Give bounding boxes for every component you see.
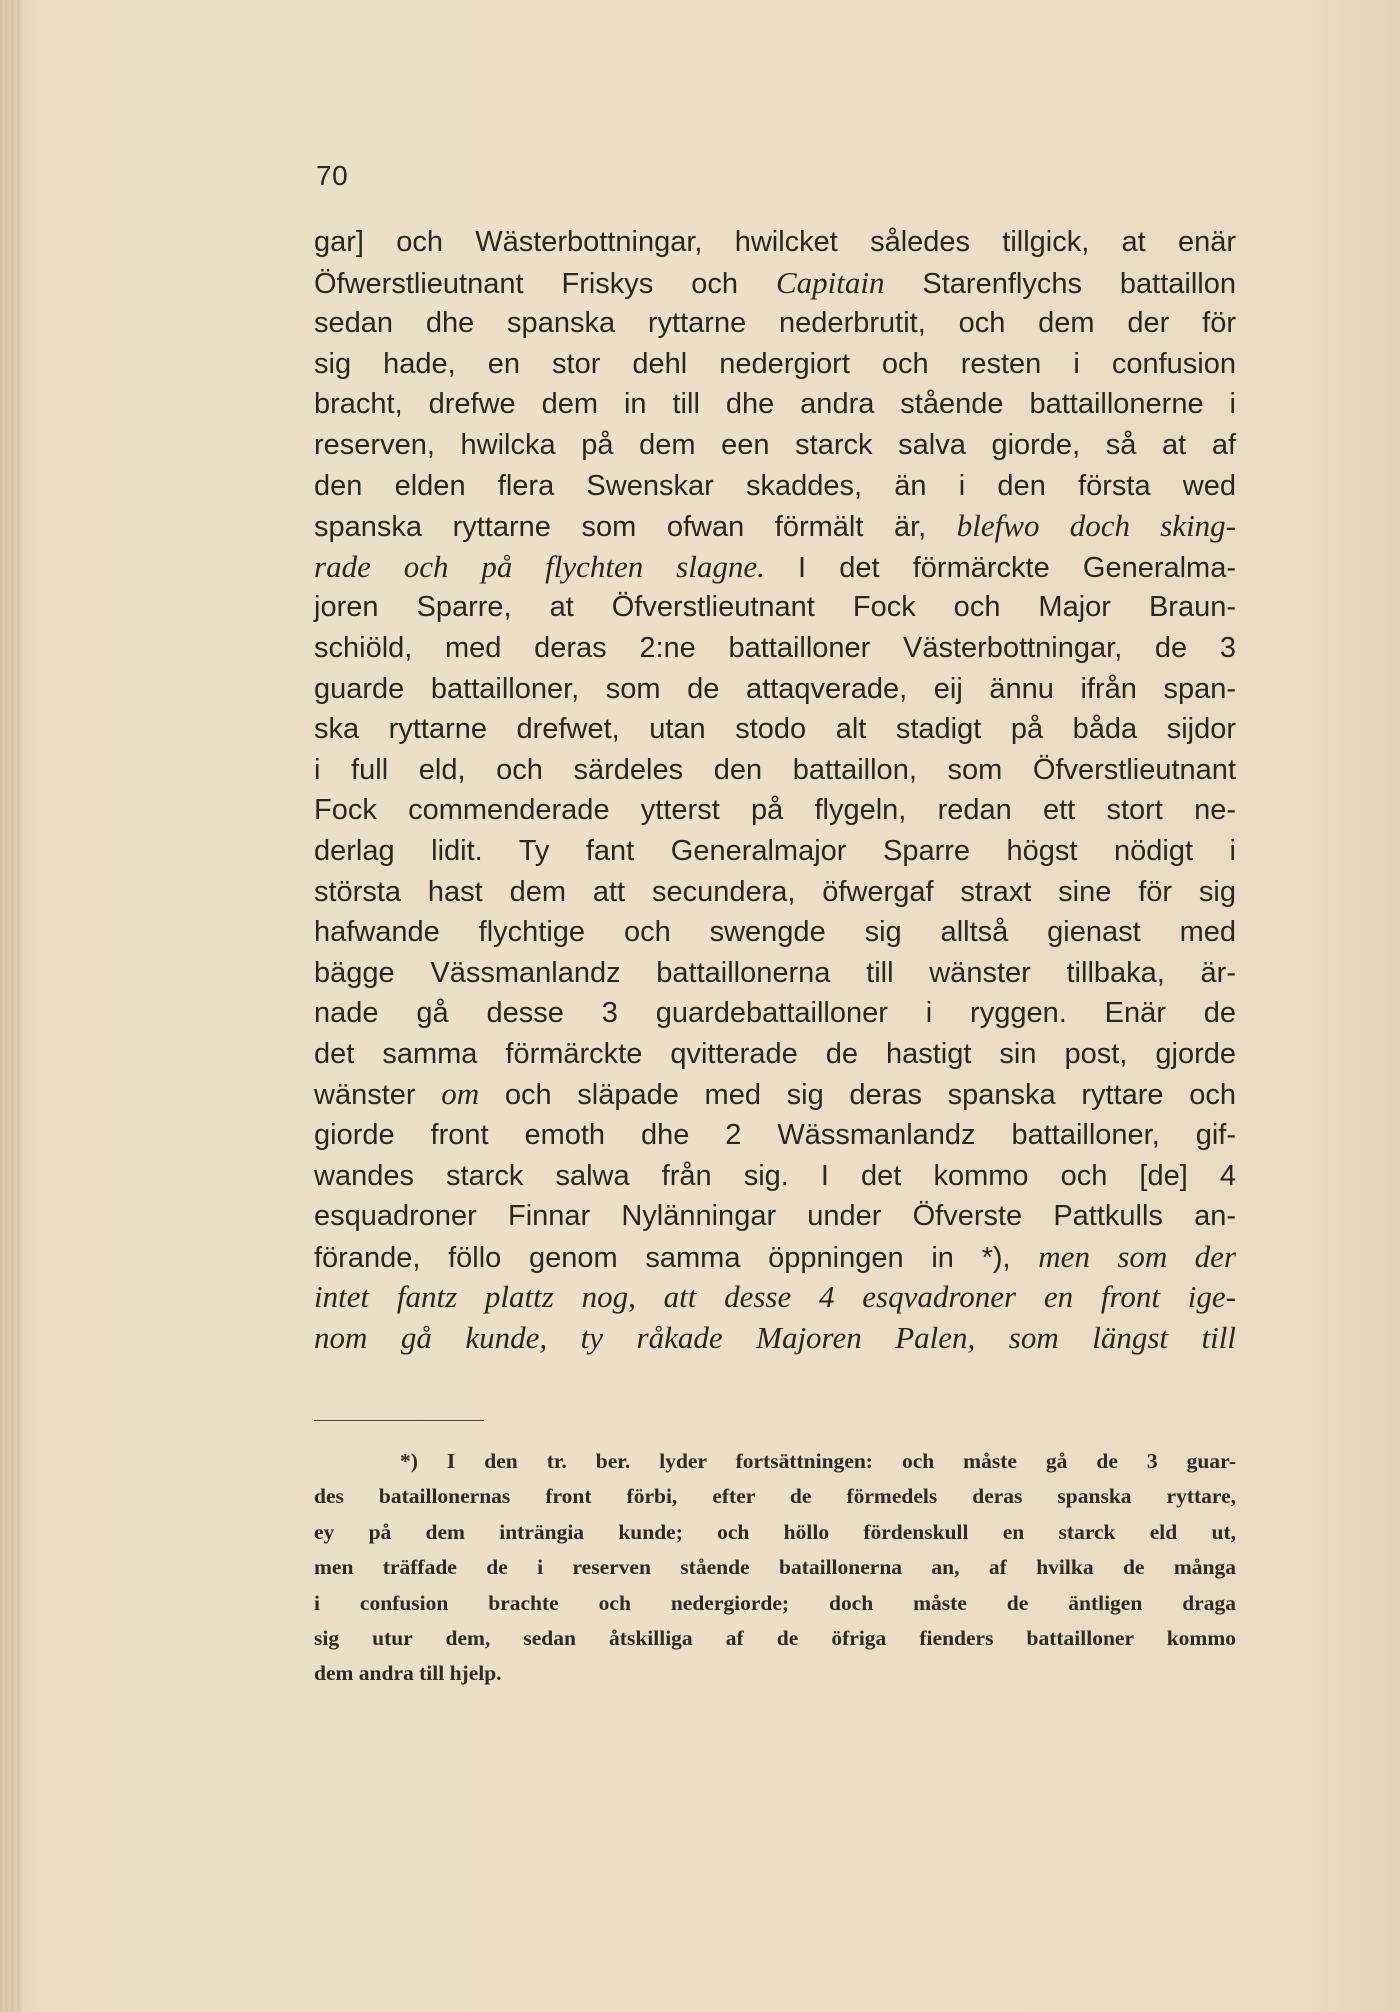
body-text-italic-run: nom gå kunde, ty råkade Majoren Palen, som längst till: [314, 1320, 1236, 1356]
body-text-line: [314, 506, 1236, 547]
body-text-line: [314, 222, 1236, 263]
footnote-text-line: i confusion brachte och nedergiorde; doch måste de äntligen draga: [314, 1590, 1236, 1615]
body-text-line: [314, 1074, 1236, 1115]
body-text-line: [314, 872, 1236, 913]
footnote-text-line: sig utur dem, sedan åtskilliga af de öfriga fienders battailloner kommo: [314, 1625, 1236, 1650]
footnote-text-line: dem andra till hjelp.: [314, 1661, 502, 1686]
body-text-run: bägge Vässmanlandz battaillonerna till wänster tillbaka, är-: [314, 956, 1236, 989]
footnote-block: [314, 1444, 1236, 1692]
body-text-line: [314, 669, 1236, 710]
body-text-run: spanska ryttarne som ofwan förmält är,: [314, 511, 957, 544]
body-text-line: [314, 790, 1236, 831]
body-text-run: wandes starck salwa från sig. I det kommo och [de] 4: [314, 1159, 1236, 1192]
body-text-line: [314, 425, 1236, 466]
body-text-italic-run: intet fantz plattz nog, att desse 4 esqvadroner en front ige-: [314, 1279, 1236, 1315]
body-text-italic-run: Capitain: [775, 264, 885, 300]
body-text-run: bracht, drefwe dem in till dhe andra stående battaillonerne i: [314, 388, 1236, 421]
body-text-line: [314, 547, 1236, 588]
body-text-line: [314, 1237, 1236, 1278]
footnote-separator-rule: [314, 1420, 484, 1421]
body-text-run: Starenflychs battaillon: [884, 267, 1236, 300]
body-text-line: [314, 1115, 1236, 1156]
body-text-line: [314, 628, 1236, 669]
body-text-italic-run: om: [441, 1076, 480, 1112]
body-text-run: esquadroner Finnar Nylänningar under Öfverste Pattkulls an-: [314, 1200, 1236, 1233]
body-text-line: [314, 344, 1236, 385]
page-gutter-edge: [0, 0, 22, 2012]
footnote-text-line: men träffade de i reserven stående bataillonerna an, af hvilka de många: [314, 1555, 1236, 1580]
body-text-run: giorde front emoth dhe 2 Wässmanlandz battailloner, gif-: [314, 1119, 1236, 1152]
body-text-run: guarde battailloner, som de attaqverade, eij ännu ifrån span-: [314, 672, 1236, 705]
body-text-run: den elden flera Swenskar skaddes, än i den första wed: [314, 469, 1236, 502]
body-text-run: I det förmärckte Generalma-: [764, 551, 1237, 584]
body-text-line: [314, 263, 1236, 304]
body-text-run: största hast dem att secundera, öfwergaf straxt sine för sig: [314, 875, 1236, 908]
body-text-line: [314, 993, 1236, 1034]
body-text-line: [314, 750, 1236, 791]
body-text-run: det samma förmärckte qvitterade de hastigt sin post, gjorde: [314, 1037, 1236, 1070]
footnote-text-line: *) I den tr. ber. lyder fortsättningen: och måste gå de 3 guar-: [400, 1449, 1236, 1473]
body-text-run: schiöld, med deras 2:ne battailloner Västerbottningar, de 3: [314, 631, 1236, 664]
body-text-italic-run: blefwo doch sking-: [956, 508, 1237, 544]
body-text-run: gar] och Wästerbottningar, hwilcket således tillgick, at enär: [314, 226, 1236, 258]
main-text-body: [314, 222, 1236, 1359]
body-text-line: [314, 384, 1236, 425]
body-text-run: och släpade med sig deras spanska ryttare och: [479, 1079, 1236, 1112]
page-number: 70: [316, 160, 349, 191]
body-text-run: joren Sparre, at Öfverstlieutnant Fock och Major Braun-: [314, 591, 1236, 624]
body-text-line: [314, 953, 1236, 994]
body-text-line: [314, 1277, 1236, 1318]
body-text-line: [314, 1156, 1236, 1197]
body-text-run: Öfwerstlieutnant Friskys och: [314, 267, 776, 300]
body-text-run: hafwande flychtige och swengde sig alltså gienast med: [314, 916, 1236, 949]
body-text-run: förande, föllo genom samma öppningen in *),: [314, 1241, 1039, 1274]
body-text-run: nade gå desse 3 guardebattailloner i ryggen. Enär de: [314, 997, 1236, 1030]
body-text-line: [314, 912, 1236, 953]
body-text-line: [314, 709, 1236, 750]
body-text-line: [314, 1196, 1236, 1237]
body-text-run: Fock commenderade ytterst på flygeln, redan ett stort ne-: [314, 794, 1236, 827]
body-text-run: sedan dhe spanska ryttarne nederbrutit, och dem der för: [314, 307, 1236, 340]
body-text-line: [314, 587, 1236, 628]
footnote-text-line: ey på dem inträngia kunde; och höllo fördenskull en starck eld ut,: [314, 1519, 1236, 1544]
body-text-line: [314, 1318, 1236, 1359]
body-text-italic-run: rade och på flychten slagne.: [314, 548, 765, 584]
body-text-run: reserven, hwilcka på dem een starck salva giorde, så at af: [314, 428, 1236, 461]
footnote-text-line: des bataillonernas front förbi, efter de förmedels deras spanska ryttare,: [314, 1484, 1236, 1509]
body-text-run: wänster: [314, 1079, 442, 1112]
body-text-run: derlag lidit. Ty fant Generalmajor Sparre högst nödigt i: [314, 834, 1236, 867]
body-text-run: ska ryttarne drefwet, utan stodo alt stadigt på båda sijdor: [314, 713, 1236, 746]
body-text-line: [314, 303, 1236, 344]
body-text-run: i full eld, och särdeles den battaillon, som Öfverstlieutnant: [314, 753, 1236, 786]
body-text-italic-run: men som der: [1038, 1238, 1237, 1274]
body-text-line: [314, 831, 1236, 872]
body-text-run: sig hade, en stor dehl nedergiort och resten i confusion: [314, 347, 1236, 380]
body-text-line: [314, 1034, 1236, 1075]
body-text-line: [314, 466, 1236, 507]
